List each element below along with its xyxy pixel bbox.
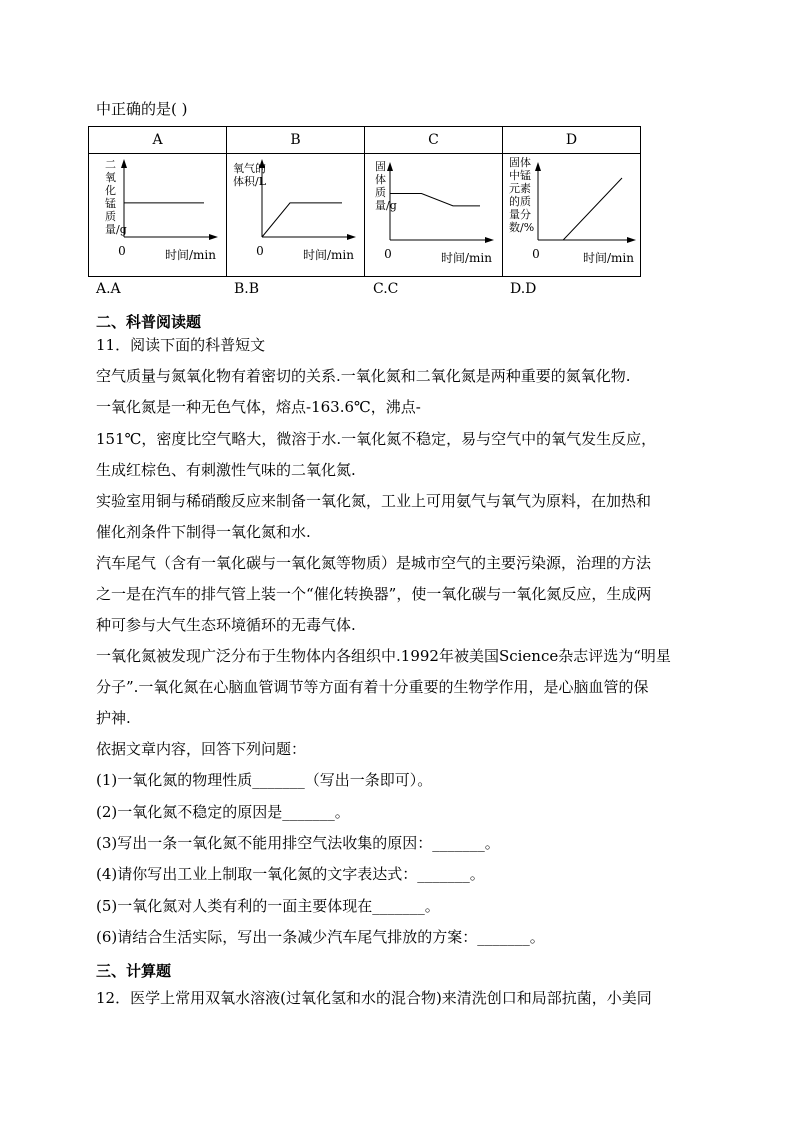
question-11-title: 11．阅读下面的科普短文: [96, 336, 266, 354]
graph-c-ylabel: 固体质量/g: [375, 160, 397, 212]
question-stem-tail: 中正确的是( ): [96, 100, 188, 118]
graph-cell-c: [365, 154, 503, 277]
x-axis-arrow: [627, 237, 636, 243]
origin-label: 0: [256, 244, 264, 258]
graph-cell-d: [503, 154, 641, 277]
x-axis-label: 时间/min: [303, 248, 354, 262]
sub-question-2: (2)一氧化氮不稳定的原因是_______。: [96, 803, 350, 821]
graph-d: [503, 154, 640, 276]
option-header-d: D: [503, 127, 641, 154]
graph-b: [227, 154, 364, 276]
choice-d[interactable]: D.D: [510, 281, 537, 297]
choice-c[interactable]: C.C: [373, 281, 399, 297]
choice-b[interactable]: B.B: [234, 281, 260, 297]
y-axis-arrow: [121, 159, 127, 168]
options-graph-table: [88, 126, 641, 277]
graph-a: [89, 154, 226, 276]
passage-line: 一氧化氮被发现广泛分布于生物体内各组织中.1992年被美国Science杂志评选为“明星: [96, 647, 671, 665]
passage-line: 催化剂条件下制得一氧化氮和水.: [96, 523, 311, 541]
option-header-c: C: [365, 127, 503, 154]
passage-line: 实验室用铜与稀硝酸反应来制备一氧化氮，工业上可用氨气与氧气为原料，在加热和: [96, 492, 652, 510]
passage-line: 护神.: [96, 709, 131, 727]
passage-line: 种可参与大气生态环境循环的无毒气体.: [96, 616, 356, 634]
sub-question-6: (6)请结合生活实际，写出一条减少汽车尾气排放的方案：_______。: [96, 928, 545, 946]
sub-question-3: (3)写出一条一氧化氮不能用排空气法收集的原因：_______。: [96, 834, 500, 852]
passage-line: 汽车尾气（含有一氧化碳与一氧化氮等物质）是城市空气的主要污染源，治理的方法: [96, 554, 652, 572]
x-axis-arrow: [347, 234, 356, 240]
trend-line: [538, 178, 622, 240]
passage-line: 之一是在汽车的排气管上装一个“催化转换器”，使一氧化碳与一氧化氮反应，生成两: [96, 585, 652, 603]
trend-line: [262, 203, 342, 237]
sub-question-1: (1)一氧化氮的物理性质_______（写出一条即可）。: [96, 771, 433, 789]
passage-line: 空气质量与氮氧化物有着密切的关系.一氧化氮和二氧化氮是两种重要的氮氧化物.: [96, 367, 631, 385]
option-header-b: B: [227, 127, 365, 154]
x-axis-label: 时间/min: [441, 251, 492, 265]
passage-line: 一氧化氮是一种无色气体，熔点-163.6℃，沸点-: [96, 398, 421, 416]
graph-c: [365, 154, 502, 276]
graph-cell-b: [227, 154, 365, 277]
section-heading-calc: 三、计算题: [96, 962, 172, 980]
section-heading-reading: 二、科普阅读题: [96, 313, 202, 331]
y-axis-arrow: [535, 162, 541, 171]
option-header-a: A: [89, 127, 227, 154]
x-axis-arrow: [209, 234, 218, 240]
trend-line: [390, 194, 480, 206]
passage-line: 151℃，密度比空气略大，微溶于水.一氧化氮不稳定，易与空气中的氧气发生反应，: [96, 430, 657, 448]
passage-line: 生成红棕色、有刺激性气味的二氧化氮.: [96, 461, 356, 479]
sub-question-5: (5)一氧化氮对人类有利的一面主要体现在_______。: [96, 897, 440, 915]
origin-label: 0: [384, 247, 392, 261]
x-axis-arrow: [485, 237, 494, 243]
question-12-stem: 12．医学上常用双氧水溶液(过氧化氢和水的混合物)来清洗创口和局部抗菌，小美同: [96, 989, 652, 1007]
x-axis-label: 时间/min: [165, 248, 216, 262]
answer-prompt: 依据文章内容，回答下列问题：: [96, 740, 307, 758]
sub-question-4: (4)请你写出工业上制取一氧化氮的文字表达式：_______。: [96, 865, 485, 883]
passage-line: 分子”.一氧化氮在心脑血管调节等方面有着十分重要的生物学作用，是心脑血管的保: [96, 678, 649, 696]
origin-label: 0: [532, 247, 540, 261]
choice-a[interactable]: A.A: [96, 281, 121, 297]
origin-label: 0: [118, 244, 126, 258]
x-axis-label: 时间/min: [583, 251, 634, 265]
graph-cell-a: [89, 154, 227, 277]
graph-b-ylabel: 氧气的体积/L: [233, 162, 267, 188]
graph-a-ylabel: 二氧化锰质量/g: [105, 158, 127, 236]
graph-d-ylabel: 固体中锰元素的质量分数/%: [509, 156, 535, 234]
